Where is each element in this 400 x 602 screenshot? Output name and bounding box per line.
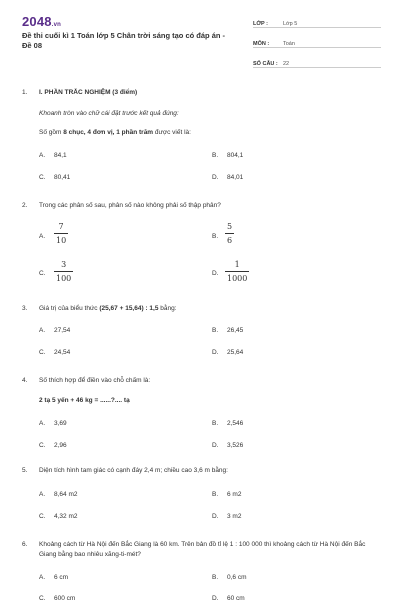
question-text: Số gồm 8 chục, 4 đơn vị, 1 phần trăm được viết là: (39, 129, 191, 136)
document-meta (253, 16, 381, 76)
option-c[interactable]: C. 80,41 (39, 174, 71, 181)
option-a[interactable]: A. 8,64 m2 (39, 491, 78, 498)
option-a[interactable]: A. 6 cm (39, 574, 69, 581)
question-number: 1. (22, 89, 28, 96)
option-b[interactable]: B. 6 m2 (212, 491, 242, 498)
meta-label: MÔN : (253, 41, 270, 47)
page-header (0, 0, 400, 67)
fraction-a: 7 10 (56, 222, 67, 245)
question-subtext: 2 tạ 5 yến + 46 kg = ......?.... tạ (39, 397, 130, 404)
option-a[interactable]: A. 27,54 (39, 327, 71, 334)
meta-value: Lớp 5 (283, 21, 298, 27)
section-title: I. PHẦN TRẮC NGHIỆM (3 điểm) (39, 89, 138, 96)
question-text: Giá trị của biểu thức (25,67 + 15,64) : 1,5 bằng: (39, 305, 177, 312)
meta-value: 22 (283, 61, 290, 67)
option-a[interactable]: A. (39, 233, 46, 240)
option-d[interactable]: D. 84,01 (212, 174, 244, 181)
meta-label: SỐ CÂU : (253, 61, 278, 67)
option-b[interactable]: B. 0,6 cm (212, 574, 247, 581)
question-number: 3. (22, 305, 28, 312)
meta-value: Toán (283, 41, 295, 47)
option-d[interactable]: D. 60 cm (212, 595, 245, 602)
section-instruction: Khoanh tròn vào chữ cái đặt trước kết quả đúng: (39, 110, 179, 117)
fraction-d: 1 1000 (227, 260, 248, 283)
question-number: 6. (22, 541, 28, 548)
meta-row-class (253, 16, 381, 28)
question-text: Trong các phân số sau, phân số nào không phải số thập phân? (39, 202, 221, 209)
fraction-c: 3 100 (56, 260, 72, 283)
question-number: 5. (22, 467, 28, 474)
logo-suffix: .vn (51, 22, 62, 28)
meta-label: LỚP : (253, 21, 268, 27)
question-number: 2. (22, 202, 28, 209)
meta-row-subject (253, 36, 381, 48)
option-d[interactable]: D. 3 m2 (212, 513, 242, 520)
fraction-b: 5 6 (227, 222, 233, 245)
option-b[interactable]: B. 2,546 (212, 420, 244, 427)
option-b[interactable]: B. (212, 233, 219, 240)
option-c[interactable]: C. 600 cm (39, 595, 76, 602)
option-d[interactable]: D. (212, 270, 219, 277)
option-d[interactable]: D. 3,526 (212, 442, 244, 449)
option-b[interactable]: B. 804,1 (212, 152, 244, 159)
question-number: 4. (22, 377, 28, 384)
option-c[interactable]: C. (39, 270, 46, 277)
document-title: Đề thi cuối kì 1 Toán lớp 5 Chân trời sáng tạo có đáp án - Đề 08 (22, 31, 226, 50)
meta-row-count (253, 56, 381, 68)
site-logo[interactable] (22, 14, 61, 29)
logo-text: 2048 (22, 14, 52, 29)
question-text: Diện tích hình tam giác có cạnh đáy 2,4 m; chiều cao 3,6 m bằng: (39, 467, 228, 474)
question-text: Khoảng cách từ Hà Nội đến Bắc Giang là 60 km. Trên bản đồ tỉ lệ 1 : 100 000 thì khoảng cách từ Hà Nội đến Bắc Giang bằng bao nhiêu xăng-ti-mét? (39, 541, 366, 558)
option-c[interactable]: C. 4,32 m2 (39, 513, 78, 520)
option-d[interactable]: D. 25,64 (212, 349, 244, 356)
question-text: Số thích hợp để điền vào chỗ chấm là: (39, 377, 151, 384)
option-b[interactable]: B. 26,45 (212, 327, 244, 334)
option-a[interactable]: A. 3,69 (39, 420, 67, 427)
option-c[interactable]: C. 2,96 (39, 442, 67, 449)
option-c[interactable]: C. 24,54 (39, 349, 71, 356)
option-a[interactable]: A. 84,1 (39, 152, 67, 159)
